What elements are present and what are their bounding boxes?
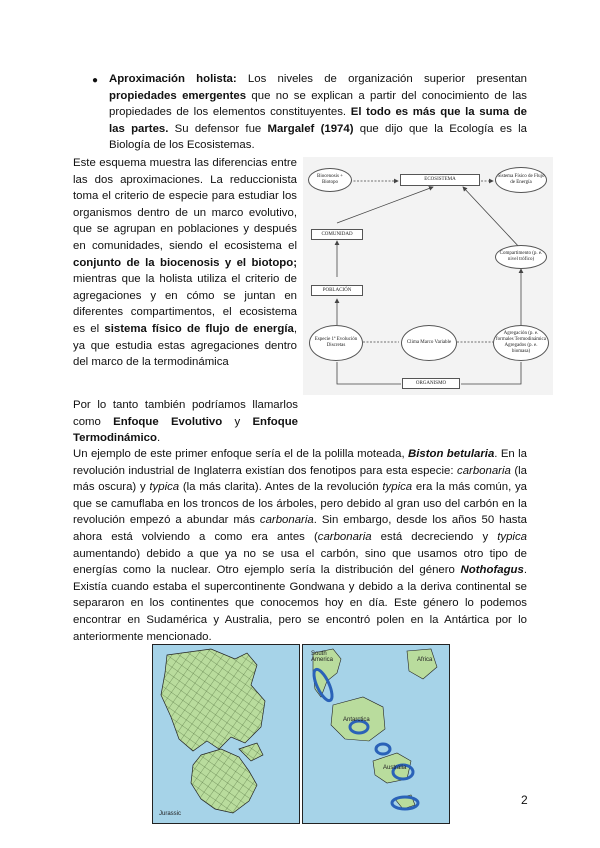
ecosystem-diagram: [303, 157, 553, 395]
south-america-label: South America: [311, 651, 334, 663]
organism-node: ORGANISMO: [402, 378, 460, 389]
population-node: POBLACIÓN: [311, 285, 363, 296]
aggregation-node: Agregación (p. e. formales Termodinámica Agregados (p. e. biomasa): [493, 325, 549, 361]
species-node: Especie 1ª Evolución Discretas: [309, 325, 363, 361]
antarctica-label: Antarctica: [343, 717, 370, 723]
jurassic-label: Jurassic: [159, 811, 182, 817]
climate-node: Clima Marco Variable: [401, 325, 457, 361]
comparison-paragraph: Este esquema muestra las diferencias entre las dos aproximaciones. La reduccionista toma el criterio de especie para estudiar los organismos dentro de un marco evolutivo, que se agrupan en poblaciones y después en comunidades, siendo el ecosistema el conjunto de la biocenosis y el biotopo; mientras que la holista utiliza el criterio de agregaciones y en cómo se juntan en diferentes compartimentos, el ecosistema es el sistema físico de flujo de energía, ya que estudia estas agregaciones dentro del marco de la termodinámica: [73, 157, 297, 369]
summary-paragraph: Por lo tanto también podríamos llamarlos como Enfoque Evolutivo y Enfoque Termodinámico.: [73, 399, 298, 445]
example-paragraph: Un ejemplo de este primer enfoque sería el de la polilla moteada, Biston betularia. En la revolución industrial de Inglaterra existían dos fenotipos para esta especie: carbonaria (la más oscura) y typica (la más clarita). Antes de la revolución typica era la más común, ya que se camuflaba en los troncos de los árboles, pero debido al gran uso del carbón en la revolución empezó a abundar más carbonaria. Sin embargo, desde los años 50 hasta ahora está volviendo a como era antes (carbonaria está decreciendo y typica aumentando) debido a que ya no se usa el carbón, sino que usamos otro tipo de energías como la nuclear. Otro ejemplo sería la distribución del género Nothofagus. Existía cuando estaba el supercontinente Gondwana y debido a la deriva continental se separaron en los continentes que conocemos hoy en día. Este género lo podemos encontrar en Sudamérica y Australia, pero se encontró polen en la Antártica por lo anteriormente mencionado.: [73, 448, 528, 643]
holistic-title: Aproximación holista:: [109, 73, 237, 85]
page-number: 2: [521, 793, 528, 807]
australia-label: Australia: [383, 765, 407, 771]
africa-label: Africa: [417, 657, 433, 663]
nothofagus-maps: [152, 644, 450, 824]
present-day-map: [302, 644, 450, 824]
present-landmasses: [303, 645, 450, 824]
gondwana-landmass: [153, 645, 300, 824]
energy-flow-node: Sistema Físico de Flujo de Energía: [495, 167, 547, 193]
biocenosis-node: Biocenosis + Biotopo: [308, 168, 352, 192]
community-node: COMUNIDAD: [311, 229, 363, 240]
compartment-node: Compartimento (p. e. nivel trófico): [495, 245, 547, 269]
bullet-icon: ●: [92, 75, 99, 86]
ecosystem-node: ECOSISTEMA: [400, 174, 480, 186]
jurassic-map: [152, 644, 300, 824]
holistic-approach-paragraph: Aproximación holista: Los niveles de organización superior presentan propiedades emergentes que no se explican a partir del conocimiento de las propiedades de los elementos constituyentes. El todo es más que la suma de las partes. Su defensor fue Margalef (1974) que dijo que la Ecología es la Biología de los Ecosistemas.: [109, 73, 528, 152]
